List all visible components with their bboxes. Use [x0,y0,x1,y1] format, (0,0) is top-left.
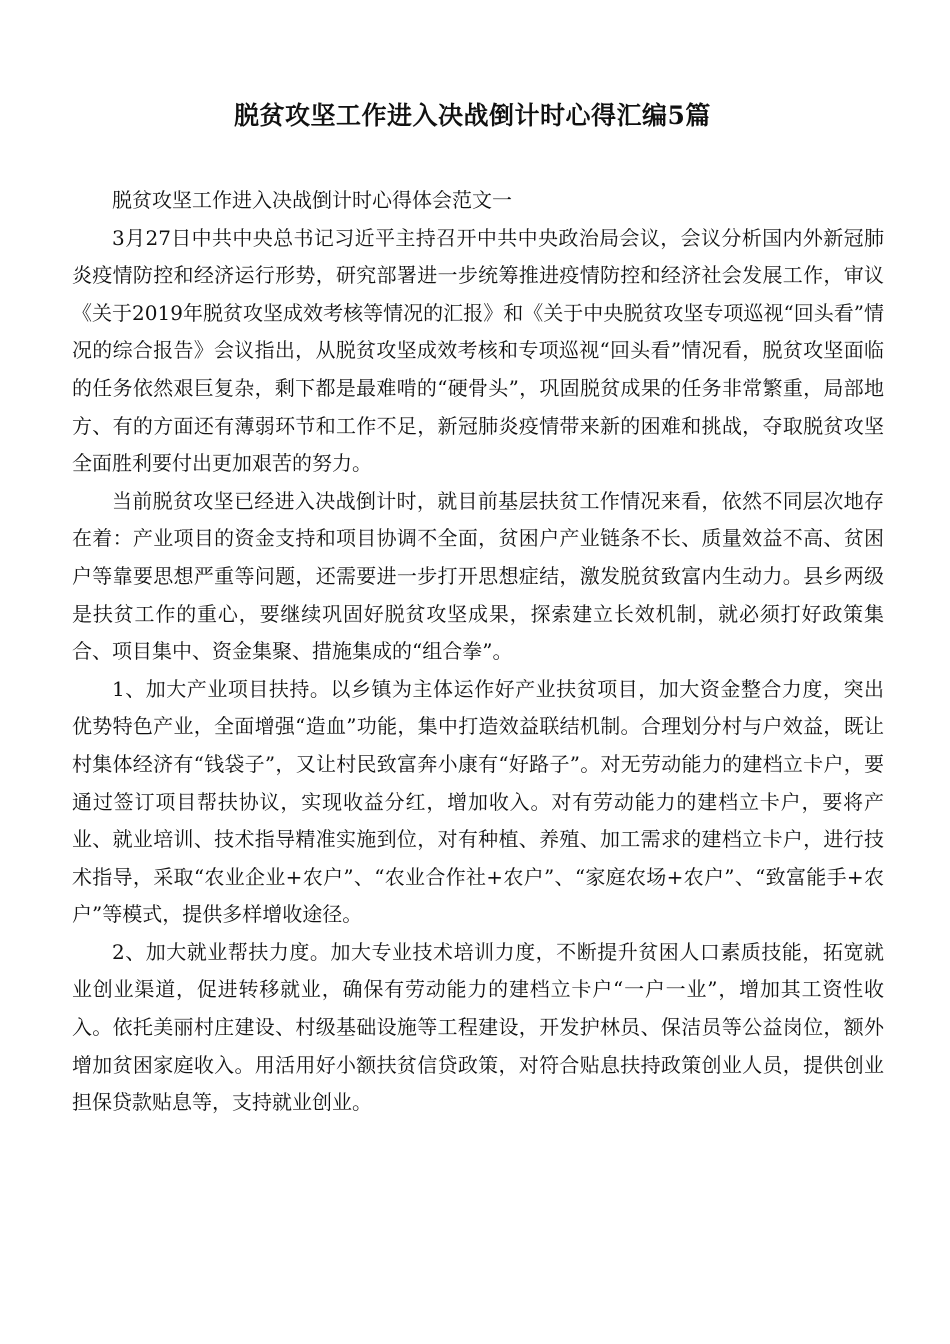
document-body [72,182,884,1122]
document-title: 脱贫攻坚工作进入决战倒计时心得汇编5篇 [234,101,711,130]
body-paragraph: 当前脱贫攻坚已经进入决战倒计时，就目前基层扶贫工作情况来看，依然不同层次地存在着：产业项目的资金支持和项目协调不全面，贫困户产业链条不长、质量效益不高、贫困户等靠要思想严重等问题，还需要进一步打开思想症结，激发脱贫致富内生动力。县乡两级是扶贫工作的重心，要继续巩固好脱贫攻坚成果，探索建立长效机制，就必须打好政策集合、项目集中、资金集聚、措施集成的“组合拳”。 [72,488,884,664]
subheading-paragraph: 脱贫攻坚工作进入决战倒计时心得体会范文一 [112,188,512,212]
body-paragraph: 3月27日中共中央总书记习近平主持召开中共中央政治局会议，会议分析国内外新冠肺炎疫情防控和经济运行形势，研究部署进一步统筹推进疫情防控和经济社会发展工作，审议《关于2019年脱贫攻坚成效考核等情况的汇报》和《关于中央脱贫攻坚专项巡视“回头看”情况的综合报告》会议指出，从脱贫攻坚成效考核和专项巡视“回头看”情况看，脱贫攻坚面临的任务依然艰巨复杂，剩下都是最难啃的“硬骨头”，巩固脱贫成果的任务非常繁重，局部地方、有的方面还有薄弱环节和工作不足，新冠肺炎疫情带来新的困难和挑战，夺取脱贫攻坚全面胜利要付出更加艰苦的努力。 [72,225,884,476]
body-paragraph: 1、加大产业项目扶持。以乡镇为主体运作好产业扶贫项目，加大资金整合力度，突出优势特色产业，全面增强“造血”功能，集中打造效益联结机制。合理划分村与户效益，既让村集体经济有“钱袋子”，又让村民致富奔小康有“好路子”。对无劳动能力的建档立卡户，要通过签订项目帮扶协议，实现收益分红，增加收入。对有劳动能力的建档立卡户，要将产业、就业培训、技术指导精准实施到位，对有种植、养殖、加工需求的建档立卡户，进行技术指导，采取“农业企业+农户”、“农业合作社+农户”、“家庭农场+农户”、“致富能手+农户”等模式，提供多样增收途径。 [72,676,884,927]
body-paragraph: 2、加大就业帮扶力度。加大专业技术培训力度，不断提升贫困人口素质技能，拓宽就业创业渠道，促进转移就业，确保有劳动能力的建档立卡户“一户一业”，增加其工资性收入。依托美丽村庄建设、村级基础设施等工程建设，开发护林员、保洁员等公益岗位，额外增加贫困家庭收入。用活用好小额扶贫信贷政策，对符合贴息扶持政策创业人员，提供创业担保贷款贴息等，支持就业创业。 [72,939,884,1115]
